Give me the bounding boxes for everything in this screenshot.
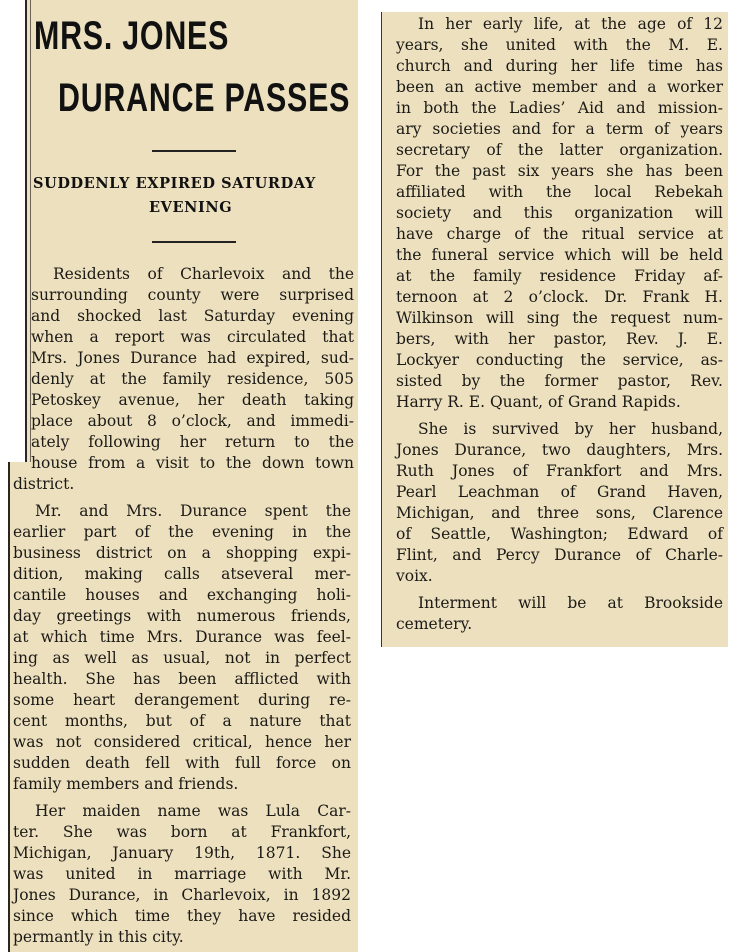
subheadline-line-1: SUDDENLY EXPIRED SATURDAY (33, 175, 316, 192)
text-line: denly at the family residence, 505 (31, 370, 354, 388)
text-line: family members and friends. (13, 775, 239, 793)
text-line: day greetings with numerous friends, (13, 607, 351, 625)
subheadline-line-2: EVENING (149, 199, 233, 216)
text-line: Harry R. E. Quant, of Grand Rapids. (396, 393, 681, 411)
text-line: Pearl Leachman of Grand Haven, (396, 483, 723, 501)
text-line: at the family residence Friday af- (396, 267, 723, 285)
text-line: in both the Ladies’ Aid and mission- (396, 99, 723, 117)
text-line: Michigan, and three sons, Clarence (396, 504, 723, 522)
text-line: Petoskey avenue, her death taking (31, 391, 354, 409)
text-line: district. (13, 475, 75, 493)
text-line: permantly in this city. (13, 928, 184, 946)
text-line: Residents of Charlevoix and the (53, 265, 354, 283)
text-line: Mrs. Jones Durance had expired, sud- (31, 349, 354, 367)
text-line: In her early life, at the age of 12 (418, 15, 723, 33)
text-line: dition, making calls atseveral mer- (13, 565, 351, 583)
text-line: church and during her life time has (396, 57, 723, 75)
text-line: ately following her return to the (31, 433, 354, 451)
text-line: was not considered critical, hence her (13, 733, 351, 751)
article-body-bottom (13, 474, 351, 948)
article-body-right (396, 14, 723, 635)
text-line: ary societies and for a term of years (396, 120, 723, 138)
text-line: of Seattle, Washington; Edward of (396, 525, 723, 543)
text-line: Jones Durance, two daughters, Mrs. (396, 441, 723, 459)
text-line: Mr. and Mrs. Durance spent the (35, 502, 351, 520)
text-line: Flint, and Percy Durance of Charle- (396, 546, 723, 564)
text-line: cemetery. (396, 615, 473, 633)
text-line: ternoon at 2 o’clock. Dr. Frank H. (396, 288, 723, 306)
headline-line-1: MRS. JONES (34, 14, 230, 58)
text-line: Jones Durance, in Charlevoix, in 1892 (13, 886, 351, 904)
text-line: sudden death fell with full force on (13, 754, 351, 772)
text-line: bers, with her pastor, Rev. J. E. (396, 330, 723, 348)
text-line: was united in marriage with Mr. (13, 865, 351, 883)
text-line: ter. She was born at Frankfort, (13, 823, 351, 841)
text-line: been an active member and a worker (396, 78, 723, 96)
text-line: the funeral service which will be held (396, 246, 723, 264)
text-line: years, she united with the M. E. (396, 36, 723, 54)
text-line: since which time they have resided (13, 907, 351, 925)
text-line: health. She has been afflicted with (13, 670, 351, 688)
text-line: at which time Mrs. Durance was feel- (13, 628, 351, 646)
text-line: Michigan, January 19th, 1871. She (13, 844, 351, 862)
text-line: when a report was circulated that (31, 328, 354, 346)
headline-line-2: DURANCE PASSES (58, 76, 351, 120)
text-line: She is survived by her husband, (418, 420, 723, 438)
text-line: place about 8 o’clock, and immedi- (31, 412, 354, 430)
text-line: Interment will be at Brookside (418, 594, 723, 612)
divider-rule-bottom (152, 241, 236, 243)
text-line: business district on a shopping expi- (13, 544, 351, 562)
text-line: sisted by the former pastor, Rev. (396, 372, 723, 390)
text-line: some heart derangement during re- (13, 691, 351, 709)
text-line: Lockyer conducting the service, as- (396, 351, 723, 369)
text-line: voix. (396, 567, 433, 585)
text-line: Her maiden name was Lula Car- (35, 802, 351, 820)
text-line: house from a visit to the down town (31, 454, 354, 472)
text-line: cent months, but of a nature that (13, 712, 351, 730)
text-line: Ruth Jones of Frankfort and Mrs. (396, 462, 723, 480)
text-line: cantile houses and exchanging holi- (13, 586, 351, 604)
text-line: For the past six years she has been (396, 162, 723, 180)
text-line: have charge of the ritual service at (396, 225, 723, 243)
text-line: society and this organization will (396, 204, 723, 222)
text-line: ing as well as usual, not in perfect (13, 649, 351, 667)
text-line: surrounding county were surprised (31, 286, 354, 304)
text-line: earlier part of the evening in the (13, 523, 351, 541)
article-body-top (31, 264, 354, 474)
text-line: Wilkinson will sing the request num- (396, 309, 723, 327)
divider-rule-top (152, 150, 236, 152)
text-line: secretary of the latter organization. (396, 141, 723, 159)
text-line: affiliated with the local Rebekah (396, 183, 723, 201)
text-line: and shocked last Saturday evening (31, 307, 354, 325)
